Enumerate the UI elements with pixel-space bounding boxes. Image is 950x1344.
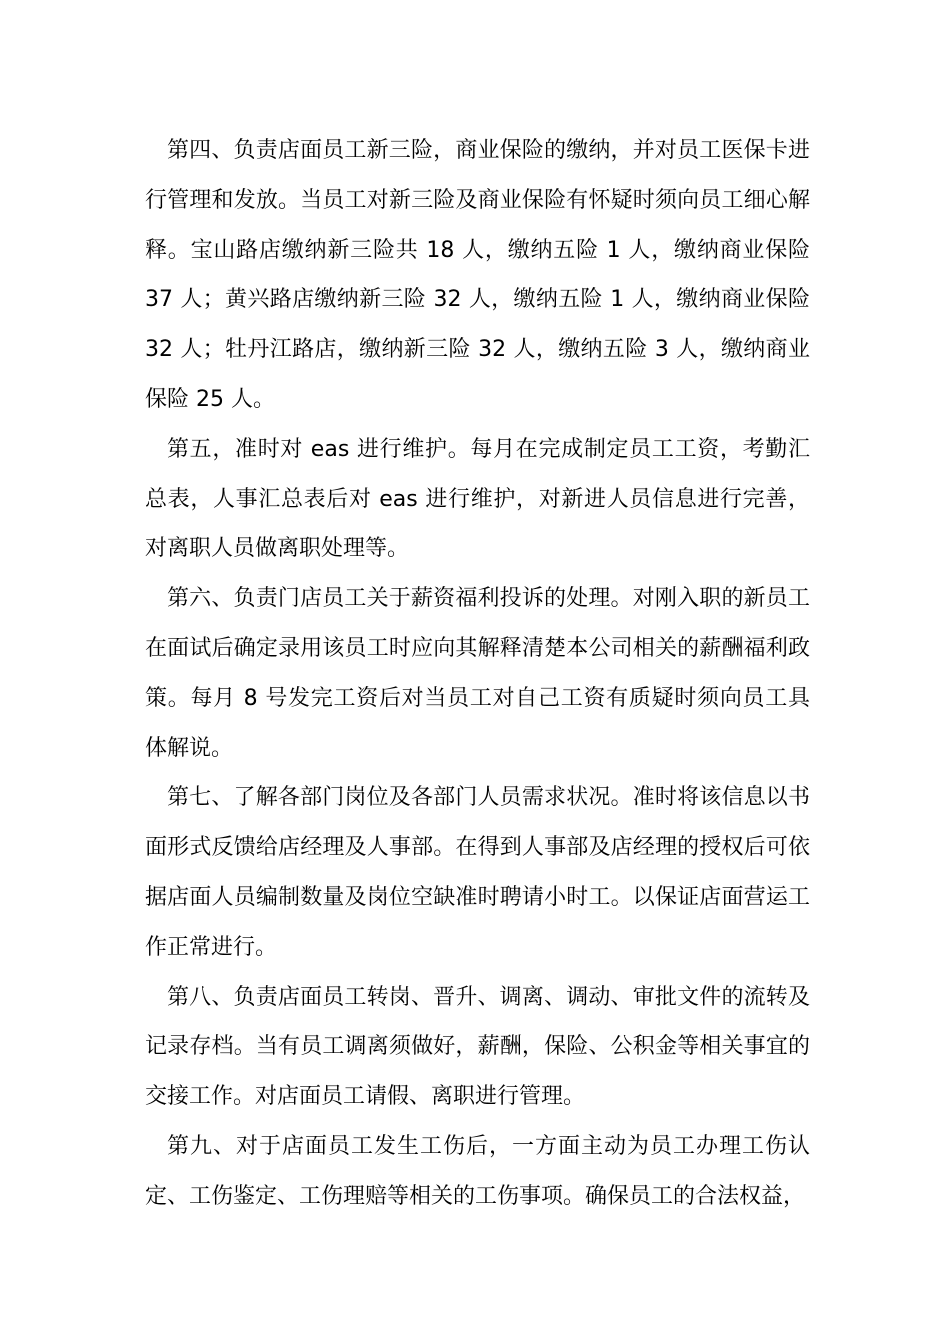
paragraph-item-4: 第四、负责店面员工新三险，商业保险的缴纳，并对员工医保卡进行管理和发放。当员工对新三险及商业保险有怀疑时须向员工细心解释。宝山路店缴纳新三险共 18 人，缴纳五险 1 人，缴纳商业保险 37 人；黄兴路店缴纳新三险 32 人，缴纳五险 1 人，缴纳商业保险 32 人；牡丹江路店，缴纳新三险 32 人，缴纳五险 3 人，缴纳商业保险 25 人。 (145, 138, 810, 412)
paragraph-item-7: 第七、了解各部门岗位及各部门人员需求状况。准时将该信息以书面形式反馈给店经理及人事部。在得到人事部及店经理的授权后可依据店面人员编制数量及岗位空缺准时聘请小时工。以保证店面营运工作正常进行。 (145, 785, 810, 960)
paragraph-item-9: 第九、对于店面员工发生工伤后，一方面主动为员工办理工伤认定、工伤鉴定、工伤理赔等相关的工伤事项。确保员工的合法权益， (145, 1133, 810, 1209)
paragraph-item-6: 第六、负责门店员工关于薪资福利投诉的处理。对刚入职的新员工在面试后确定录用该员工时应向其解释清楚本公司相关的薪酬福利政策。每月 8 号发完工资后对当员工对自己工资有质疑时须向员工具体解说。 (145, 586, 810, 761)
paragraph-item-5: 第五，准时对 eas 进行维护。每月在完成制定员工工资，考勤汇总表，人事汇总表后对 eas 进行维护，对新进人员信息进行完善，对离职人员做离职处理等。 (145, 436, 810, 562)
document-body (145, 126, 810, 1222)
paragraph-item-8: 第八、负责店面员工转岗、晋升、调离、调动、审批文件的流转及记录存档。当有员工调离须做好，薪酬，保险、公积金等相关事宜的交接工作。对店面员工请假、离职进行管理。 (145, 984, 810, 1110)
